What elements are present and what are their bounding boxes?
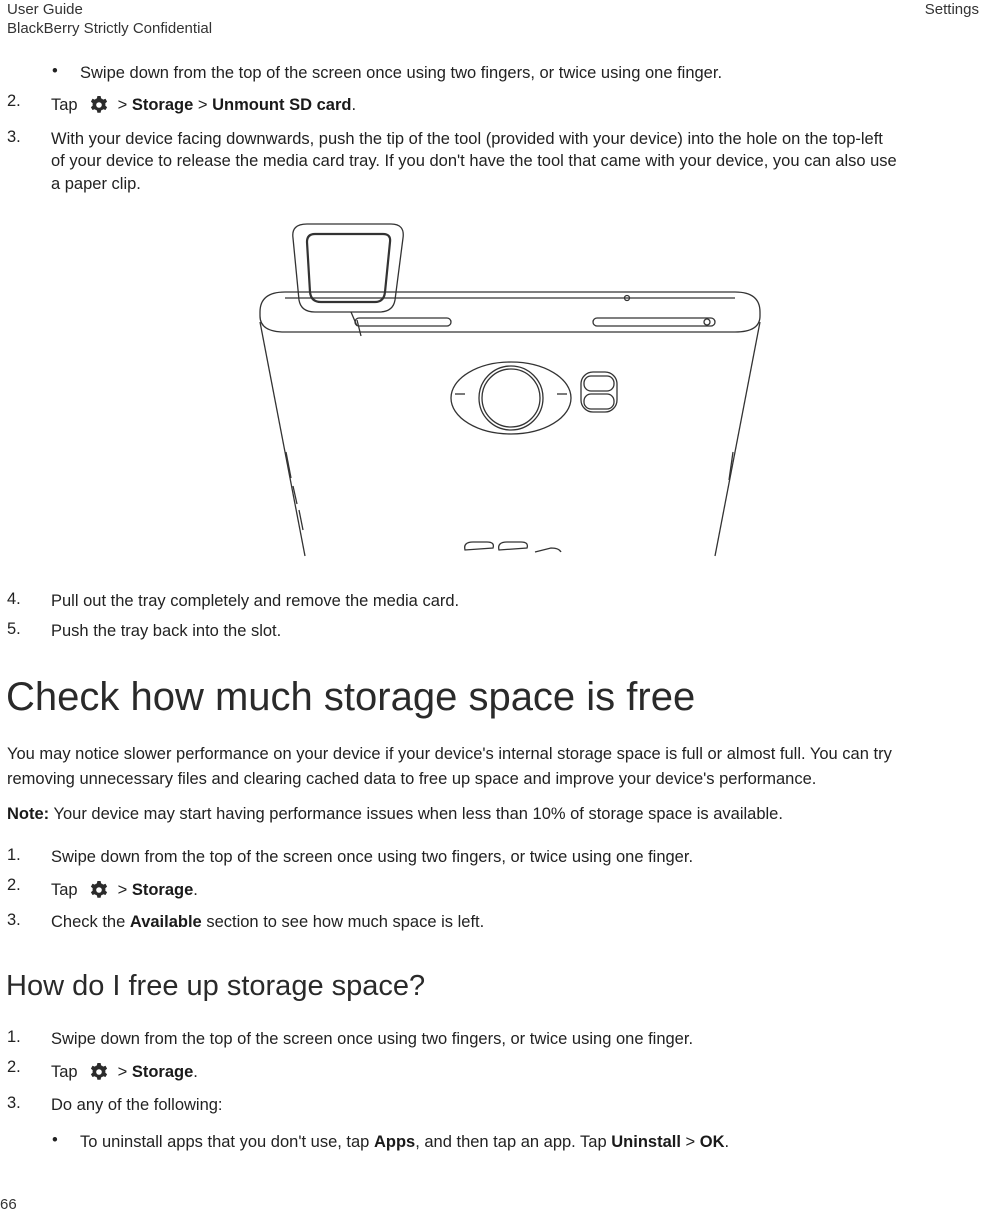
list-item: To uninstall apps that you don't use, tap Apps, and then tap an app. Tap Uninstall > OK.: [80, 1133, 730, 1151]
step-number: 2.: [7, 1058, 21, 1076]
list-item: Swipe down from the top of the screen once using two fingers, or twice using one finger.: [80, 64, 723, 82]
list-item-line: of your device to release the media card tray. If you don't have the tool that came with your device, you can also use: [51, 152, 897, 170]
confidential-label: BlackBerry Strictly Confidential: [7, 20, 213, 37]
step-number: 1.: [7, 846, 21, 864]
subsection-heading: How do I free up storage space?: [6, 970, 426, 1002]
list-item: Check the Available section to see how much space is left.: [51, 913, 485, 931]
step-number: 4.: [7, 590, 21, 608]
list-item: Do any of the following:: [51, 1096, 223, 1114]
page-header-left: [7, 0, 212, 38]
section-heading: Check how much storage space is free: [6, 675, 696, 719]
list-item: Tap > Storage.: [51, 1063, 198, 1081]
step-number: 3.: [7, 128, 21, 146]
list-item: Tap > Storage.: [51, 881, 198, 899]
bullet: •: [52, 1131, 58, 1149]
list-item: Push the tray back into the slot.: [51, 622, 282, 640]
list-item: Swipe down from the top of the screen once using two fingers, or twice using one finger.: [51, 1030, 694, 1048]
bullet: •: [52, 62, 58, 80]
section-title: Settings: [924, 1, 979, 18]
list-item: Tap > Storage > Unmount SD card.: [51, 96, 357, 114]
list-item-line: With your device facing downwards, push the tip of the tool (provided with your device) into the hole on the top-left: [51, 130, 883, 148]
paragraph: You may notice slower performance on your device if your device's internal storage space is full or almost full. You can try removing unnecessary files and clearing cached data to free up space and improve your device's performance.: [7, 745, 892, 788]
list-item: Pull out the tray completely and remove the media card.: [51, 592, 460, 610]
note-label: Note:: [7, 805, 50, 823]
gear-icon: [86, 879, 112, 901]
step-number: 5.: [7, 620, 21, 638]
list-item: Swipe down from the top of the screen once using two fingers, or twice using one finger.: [51, 848, 694, 866]
device-sim-tool-illustration: [255, 220, 765, 560]
list-item-line: a paper clip.: [51, 175, 141, 193]
note: Note: Your device may start having performance issues when less than 10% of storage space is available.: [7, 805, 783, 823]
step-number: 2.: [7, 876, 21, 894]
gear-icon: [86, 94, 112, 116]
page-number: 66: [0, 1196, 17, 1213]
step-number: 3.: [7, 911, 21, 929]
step-number: 3.: [7, 1094, 21, 1112]
doc-title: User Guide: [7, 1, 83, 18]
gear-icon: [86, 1061, 112, 1083]
step-number: 1.: [7, 1028, 21, 1046]
step-number: 2.: [7, 92, 21, 110]
